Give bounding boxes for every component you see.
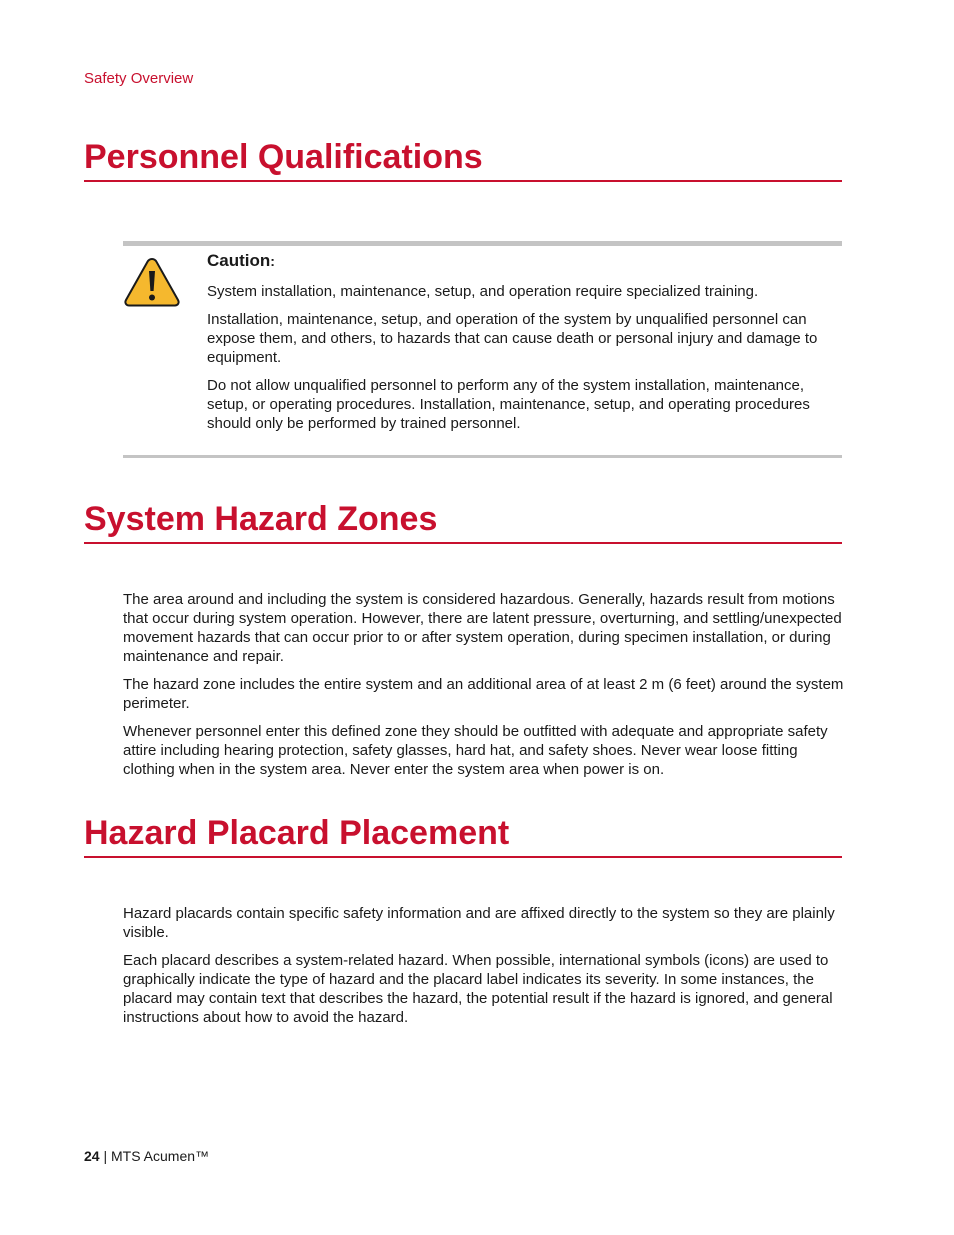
caution-notice <box>123 241 842 458</box>
section-title-personnel-qualifications: Personnel Qualifications <box>84 138 842 182</box>
caution-title <box>207 250 843 272</box>
caution-paragraph: Do not allow unqualified personnel to perform any of the system installation, maintenance, setup, or operating procedures. Installation, maintenance, setup, and operating procedures should only be performed by trained personnel. <box>207 377 810 432</box>
footer-separator: | <box>99 1148 111 1164</box>
page-number: 24 <box>84 1148 100 1164</box>
product-name: MTS Acumen™ <box>111 1148 210 1164</box>
caution-label: Caution <box>207 251 271 270</box>
caution-body <box>207 250 843 442</box>
body-paragraph: Whenever personnel enter this defined zone they should be outfitted with adequate and appropriate safety attire including hearing protection, safety glasses, hard hat, and safety shoes. Never wear loose fitting clothing when in the system area. Never enter the system area when power is on. <box>123 723 828 778</box>
body-paragraph: The area around and including the system is considered hazardous. Generally, hazards result from motions that occur during system operation. However, there are latent pressure, overturning, and settling/unexpected movement hazards that can occur prior to or after system operation, during specimen installation, or during maintenance and repair. <box>123 591 842 665</box>
caution-paragraph: System installation, maintenance, setup, and operation require specialized training. <box>207 283 759 300</box>
body-paragraph: Hazard placards contain specific safety information and are affixed directly to the system so they are plainly visible. <box>123 905 835 941</box>
section-title-hazard-placard-placement: Hazard Placard Placement <box>84 814 842 858</box>
hazard-placard-placement-body <box>123 904 845 1036</box>
body-paragraph: The hazard zone includes the entire system and an additional area of at least 2 m (6 feet) around the system perimeter. <box>123 676 844 712</box>
page-footer <box>84 1148 209 1164</box>
caution-paragraph: Installation, maintenance, setup, and operation of the system by unqualified personnel can expose them, and others, to hazards that can cause death or personal injury and damage to equipment. <box>207 311 818 366</box>
warning-triangle-icon <box>123 256 181 308</box>
body-paragraph: Each placard describes a system-related hazard. When possible, international symbols (icons) are used to graphically indicate the type of hazard and the placard label indicates its severity. In some instances, the placard may contain text that describes the hazard, the potential result if the hazard is ignored, and general instructions about how to avoid the hazard. <box>123 952 833 1026</box>
caution-colon: : <box>270 253 275 269</box>
section-title-system-hazard-zones: System Hazard Zones <box>84 500 842 544</box>
running-header: Safety Overview <box>84 70 194 87</box>
system-hazard-zones-body <box>123 590 845 788</box>
